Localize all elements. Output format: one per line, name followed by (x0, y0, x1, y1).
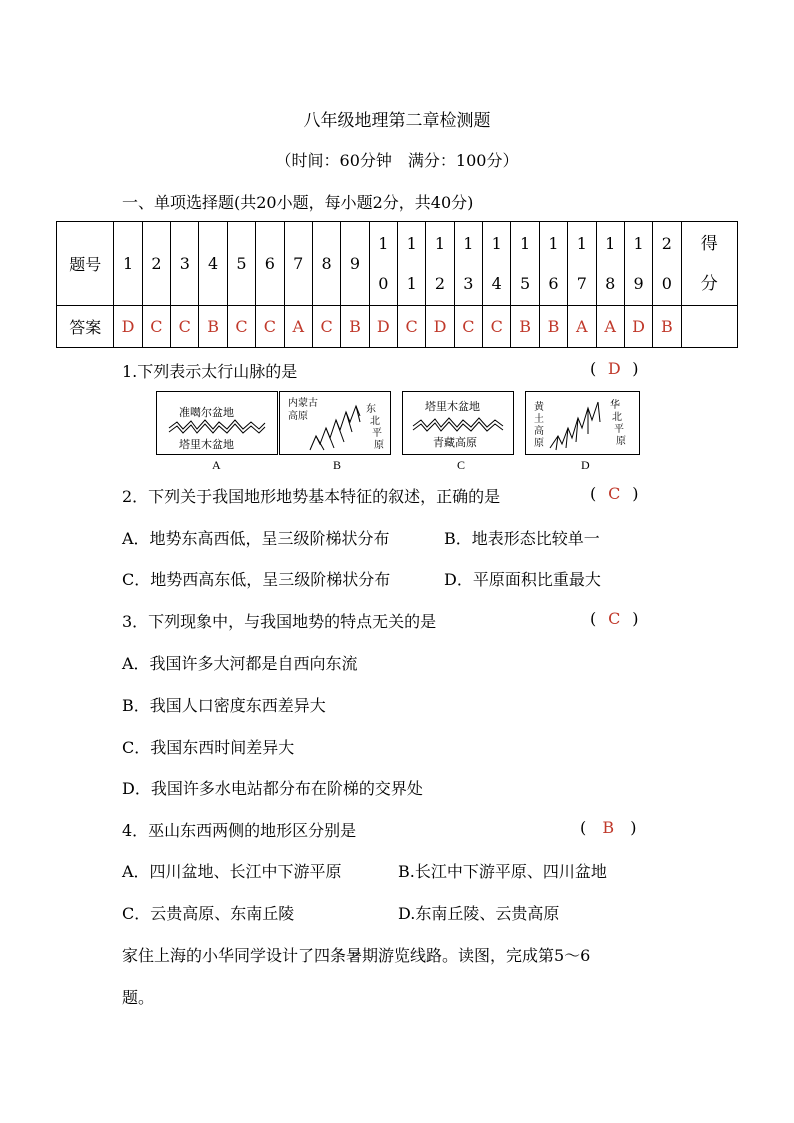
answer-cell: C (142, 306, 170, 348)
question-2-answer: ( C ) (590, 484, 639, 503)
page-title: 八年级地理第二章检测题 (303, 111, 491, 131)
question-2: 2．下列关于我国地形地势基本特征的叙述，正确的是 (122, 487, 501, 506)
question-number-cell: 1 5 (511, 222, 539, 306)
question-number-cell: 3 (171, 222, 199, 306)
question-number-cell: 1 3 (454, 222, 482, 306)
score-label: 得 分 (681, 222, 737, 306)
answer-cell: D (624, 306, 652, 348)
svg-text:平: 平 (372, 428, 382, 439)
question-number-cell: 1 8 (596, 222, 624, 306)
q3-option-a: A．我国许多大河都是自西向东流 (122, 654, 358, 673)
svg-text:土: 土 (534, 414, 544, 425)
answer-cell: C (171, 306, 199, 348)
answer-cell: C (397, 306, 425, 348)
answer-cell: B (539, 306, 567, 348)
q4-option-b: B.长江中下游平原、四川盆地 (398, 862, 607, 881)
svg-text:高原: 高原 (288, 411, 308, 422)
answer-cell: D (426, 306, 454, 348)
answer-cell: D (114, 306, 142, 348)
exam-info: （时间：60分钟 满分：100分） (275, 151, 519, 170)
diagram-b (279, 391, 391, 455)
svg-text:塔里木盆地: 塔里木盆地 (425, 400, 480, 413)
diagram-c (402, 391, 514, 455)
diagram-a-label: A (212, 458, 221, 472)
svg-text:原: 原 (374, 440, 384, 451)
question-number-cell: 7 (284, 222, 312, 306)
question-number-cell: 2 0 (653, 222, 681, 306)
svg-text:青藏高原: 青藏高原 (433, 436, 477, 449)
answer-cell: C (483, 306, 511, 348)
answer-cell: C (256, 306, 284, 348)
answer-cell: B (653, 306, 681, 348)
svg-text:高: 高 (534, 426, 544, 437)
answer-cell: A (284, 306, 312, 348)
answer-cell: C (454, 306, 482, 348)
svg-text:原: 原 (616, 436, 626, 447)
question-1-answer: ( D ) (590, 359, 639, 378)
section-heading: 一、单项选择题(共20小题，每小题2分，共40分) (122, 193, 474, 212)
answer-cell: A (596, 306, 624, 348)
answer-cell: C (312, 306, 340, 348)
q3-option-d: D．我国许多水电站都分布在阶梯的交界处 (122, 779, 423, 798)
svg-text:黄: 黄 (534, 402, 544, 413)
diagram-a (156, 391, 278, 455)
q2-option-a: A．地势东高西低，呈三级阶梯状分布 (122, 529, 390, 548)
q4-option-c: C．云贵高原、东南丘陵 (122, 904, 295, 923)
q2-option-c: C．地势西高东低，呈三级阶梯状分布 (122, 570, 391, 589)
diagram-d (525, 391, 640, 455)
question-3: 3．下列现象中，与我国地势的特点无关的是 (122, 612, 437, 631)
diagram-d-label: D (581, 458, 590, 472)
question-number-cell: 5 (227, 222, 255, 306)
question-number-cell: 1 2 (426, 222, 454, 306)
question-number-cell: 1 6 (539, 222, 567, 306)
svg-text:华: 华 (610, 400, 620, 411)
passage-intro-cont: 题。 (122, 988, 155, 1007)
diagram-a-text-2: 塔里木盆地 (179, 438, 234, 451)
q4-option-a: A．四川盆地、长江中下游平原 (122, 862, 342, 881)
answer-cell: B (511, 306, 539, 348)
answer-table (56, 221, 738, 348)
question-4: 4．巫山东西两侧的地形区分别是 (122, 821, 357, 840)
header-label: 题号 (57, 222, 114, 306)
svg-text:东: 东 (366, 404, 376, 415)
question-number-cell: 8 (312, 222, 340, 306)
q3-option-b: B．我国人口密度东西差异大 (122, 696, 326, 715)
question-4-answer: ( B ) (580, 818, 637, 837)
svg-text:内蒙古: 内蒙古 (288, 398, 318, 409)
svg-text:北: 北 (370, 416, 380, 427)
diagram-a-text-1: 准噶尔盆地 (179, 406, 234, 419)
question-number-cell: 1 4 (483, 222, 511, 306)
question-number-cell: 6 (256, 222, 284, 306)
question-number-cell: 1 9 (624, 222, 652, 306)
question-number-cell: 1 1 (397, 222, 425, 306)
svg-text:北: 北 (612, 412, 622, 423)
svg-text:平: 平 (614, 424, 624, 435)
score-cell[interactable] (681, 306, 737, 348)
q2-option-d: D．平原面积比重最大 (444, 570, 601, 589)
answer-cell: A (568, 306, 596, 348)
q4-option-d: D.东南丘陵、云贵高原 (398, 904, 560, 923)
question-number-cell: 1 7 (568, 222, 596, 306)
question-number-cell: 4 (199, 222, 227, 306)
question-3-answer: ( C ) (590, 609, 639, 628)
diagram-b-label: B (333, 458, 342, 472)
q3-option-c: C．我国东西时间差异大 (122, 738, 295, 757)
q2-option-b: B．地表形态比较单一 (444, 529, 600, 548)
question-number-cell: 1 (114, 222, 142, 306)
answer-label: 答案 (57, 306, 114, 348)
answer-letter: D (607, 359, 621, 378)
question-number-cell: 9 (341, 222, 369, 306)
question-1: 1.下列表示太行山脉的是 (122, 362, 298, 381)
answer-cell: D (369, 306, 397, 348)
answer-cell: B (341, 306, 369, 348)
question-number-cell: 1 0 (369, 222, 397, 306)
svg-text:原: 原 (534, 438, 544, 449)
passage-intro: 家住上海的小华同学设计了四条暑期游览线路。读图，完成第5～6 (122, 946, 591, 965)
diagram-c-label: C (457, 458, 466, 472)
question-number-cell: 2 (142, 222, 170, 306)
answer-cell: C (227, 306, 255, 348)
answer-cell: B (199, 306, 227, 348)
